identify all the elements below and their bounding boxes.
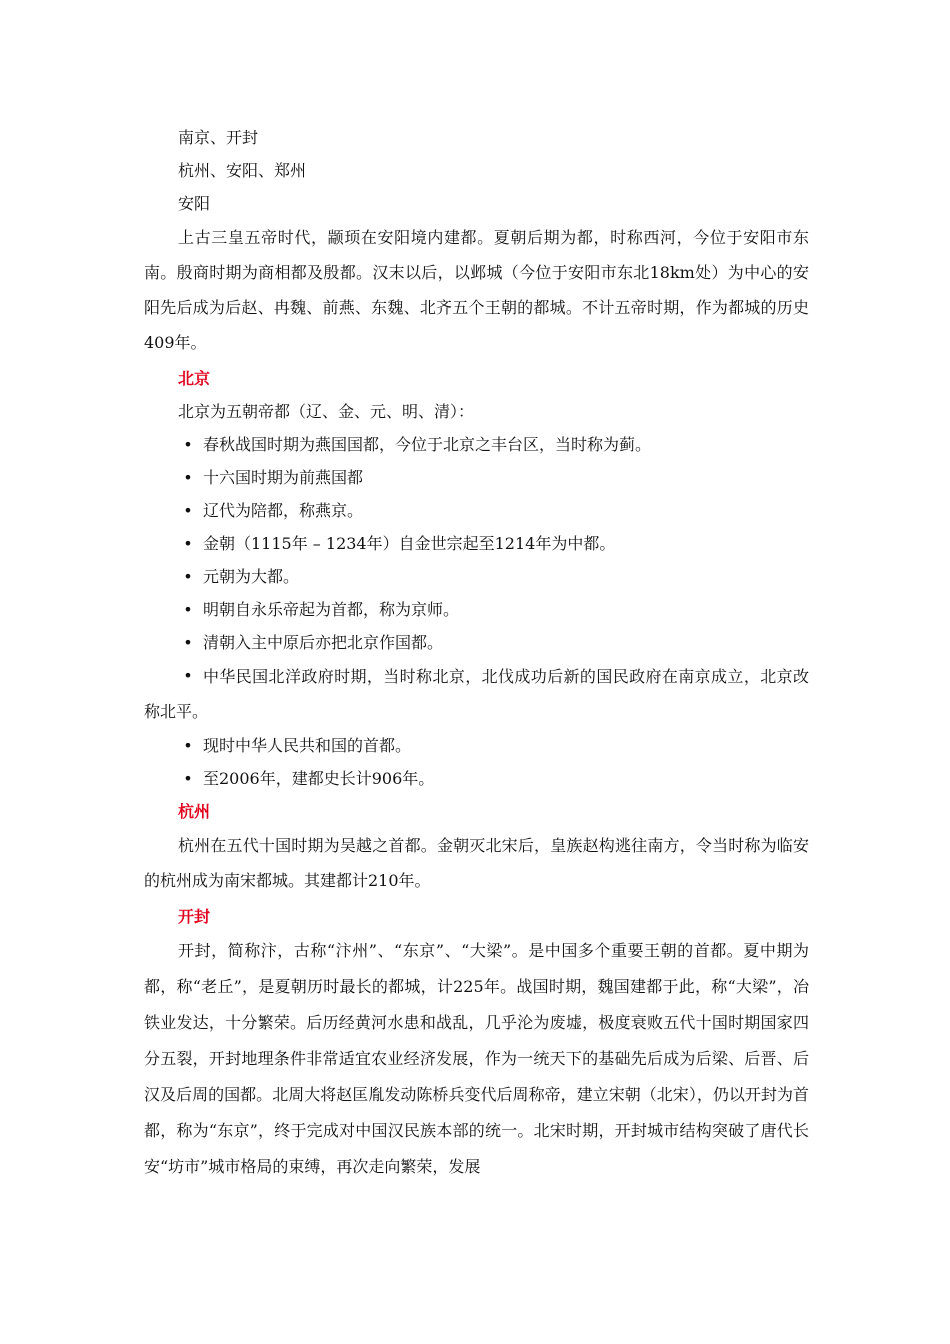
list-item — [144, 593, 809, 626]
bullet-icon: • — [183, 567, 193, 586]
list-item — [144, 560, 809, 593]
intro-line-3: 安阳 — [178, 194, 211, 213]
bullet-icon: • — [183, 468, 193, 487]
list-item — [144, 762, 809, 795]
beijing-intro: 北京为五朝帝都（辽、金、元、明、清）： — [178, 402, 475, 421]
list-item-text: 辽代为陪都，称燕京。 — [203, 501, 364, 520]
list-item-text: 金朝（1115年 – 1234年）自金世宗起至1214年为中都。 — [203, 534, 616, 553]
beijing-bullet-list — [144, 428, 809, 795]
bullet-icon: • — [183, 666, 193, 685]
list-item-text: 至2006年，建都史长计906年。 — [203, 769, 435, 788]
list-item-text: 中华民国北洋政府时期，当时称北京，北伐成功后新的国民政府在南京成立，北京改称北平。 — [144, 667, 809, 721]
list-item-text: 春秋战国时期为燕国国都，今位于北京之丰台区，当时称为蓟。 — [203, 435, 652, 454]
anyang-paragraph: 上古三皇五帝时代，颛顼在安阳境内建都。夏朝后期为都，时称西河，今位于安阳市东南。殷商时期为商相都及殷都。汉末以后，以邺城（今位于安阳市东北18km处）为中心的安阳先后成为后赵、冉魏、前燕、东魏、北齐五个王朝的都城。不计五帝时期，作为都城的历史409年。 — [144, 228, 809, 352]
list-item — [144, 659, 809, 729]
bullet-icon: • — [183, 736, 193, 755]
intro-line-2: 杭州、安阳、郑州 — [178, 161, 307, 180]
bullet-icon: • — [183, 769, 193, 788]
kaifeng-paragraph: 开封，简称汴，古称“汴州”、“东京”、“大梁”。是中国多个重要王朝的首都。夏中期为都，称“老丘”，是夏朝历时最长的都城，计225年。战国时期，魏国建都于此，称“大梁”，冶铁业发达，十分繁荣。后历经黄河水患和战乱，几乎沦为废墟，极度衰败五代十国时期国家四分五裂，开封地理条件非常适宜农业经济发展，作为一统天下的基础先后成为后梁、后晋、后汉及后周的国都。北周大将赵匡胤发动陈桥兵变代后周称帝，建立宋朝（北宋），仍以开封为首都，称为“东京”，终于完成对中国汉民族本部的统一。北宋时期，开封城市结构突破了唐代长安“坊市”城市格局的束缚，再次走向繁荣，发展 — [144, 941, 809, 1176]
list-item — [144, 626, 809, 659]
beijing-heading: 北京 — [178, 369, 211, 388]
intro-line-1: 南京、开封 — [178, 128, 259, 147]
list-item-text: 明朝自永乐帝起为首都，称为京师。 — [203, 600, 460, 619]
list-item-text: 十六国时期为前燕国都 — [203, 468, 364, 487]
kaifeng-heading: 开封 — [178, 907, 211, 926]
list-item-text: 清朝入主中原后亦把北京作国都。 — [203, 633, 444, 652]
list-item-text: 现时中华人民共和国的首都。 — [203, 736, 412, 755]
hangzhou-heading: 杭州 — [178, 802, 211, 821]
bullet-icon: • — [183, 435, 193, 454]
hangzhou-paragraph: 杭州在五代十国时期为吴越之首都。金朝灭北宋后，皇族赵构逃往南方，令当时称为临安的杭州成为南宋都城。其建都计210年。 — [144, 836, 809, 890]
list-item-text: 元朝为大都。 — [203, 567, 300, 586]
list-item — [144, 494, 809, 527]
list-item — [144, 729, 809, 762]
bullet-icon: • — [183, 633, 193, 652]
document-body — [144, 121, 809, 1185]
bullet-icon: • — [183, 534, 193, 553]
list-item — [144, 461, 809, 494]
bullet-icon: • — [183, 600, 193, 619]
list-item — [144, 527, 809, 560]
list-item — [144, 428, 809, 461]
bullet-icon: • — [183, 501, 193, 520]
